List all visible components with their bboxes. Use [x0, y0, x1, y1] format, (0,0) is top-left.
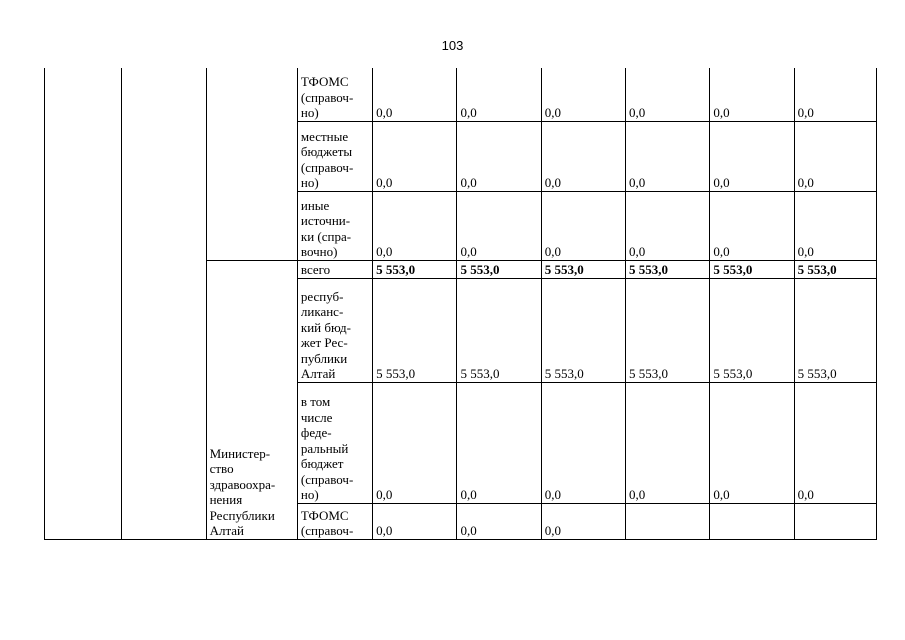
value-cell: 0,0 — [794, 191, 876, 260]
value-cell: 0,0 — [373, 503, 457, 539]
source-cell — [297, 278, 372, 382]
value-cell: 0,0 — [373, 382, 457, 503]
value-cell: 5 553,0 — [626, 260, 710, 278]
value-cell: 0,0 — [457, 121, 541, 191]
budget-table — [44, 68, 877, 540]
source-cell — [297, 68, 372, 121]
value-cell: 0,0 — [457, 191, 541, 260]
value-cell: 0,0 — [710, 121, 794, 191]
value-cell: 0,0 — [794, 121, 876, 191]
value-cell: 0,0 — [457, 382, 541, 503]
executor-cell — [206, 260, 297, 539]
value-cell: 0,0 — [626, 382, 710, 503]
source-cell — [297, 503, 372, 539]
value-cell: 5 553,0 — [457, 260, 541, 278]
value-cell: 5 553,0 — [373, 260, 457, 278]
value-cell: 0,0 — [457, 68, 541, 121]
source-cell — [297, 191, 372, 260]
value-cell: 0,0 — [710, 191, 794, 260]
value-cell: 5 553,0 — [710, 278, 794, 382]
value-cell: 5 553,0 — [626, 278, 710, 382]
value-cell: 0,0 — [457, 503, 541, 539]
value-cell: 0,0 — [541, 68, 625, 121]
source-label: ТФОМС (справоч- — [300, 507, 354, 538]
source-label: в том числе феде- ральный бюджет (справоч- но) — [300, 394, 354, 502]
table-row — [45, 68, 877, 121]
source-label: иные источни- ки (спра- вочно) — [300, 197, 352, 259]
value-cell: 0,0 — [373, 121, 457, 191]
value-cell: 5 553,0 — [541, 278, 625, 382]
value-cell: 5 553,0 — [794, 260, 876, 278]
value-cell: 0,0 — [626, 68, 710, 121]
source-cell — [297, 382, 372, 503]
value-cell: 0,0 — [373, 68, 457, 121]
source-label: ТФОМС (справоч- но) — [300, 74, 354, 120]
value-cell: 0,0 — [794, 382, 876, 503]
source-cell — [297, 260, 372, 278]
value-cell: 5 553,0 — [541, 260, 625, 278]
page-number: 103 — [441, 38, 464, 53]
subprogram-cell — [122, 68, 206, 539]
value-cell: 0,0 — [626, 121, 710, 191]
executor-label: Министер- ство здравоохра- нения Республики Алтай — [209, 445, 276, 538]
value-cell: 0,0 — [541, 121, 625, 191]
value-cell: 5 553,0 — [373, 278, 457, 382]
value-cell: 5 553,0 — [710, 260, 794, 278]
source-label: респуб- ликанс- кий бюд- жет Рес- публики Алтай — [300, 288, 351, 381]
value-cell — [794, 503, 876, 539]
value-cell: 0,0 — [710, 68, 794, 121]
value-cell: 0,0 — [541, 382, 625, 503]
value-cell: 0,0 — [626, 191, 710, 260]
value-cell: 0,0 — [794, 68, 876, 121]
value-cell: 5 553,0 — [794, 278, 876, 382]
value-cell: 0,0 — [541, 191, 625, 260]
value-cell: 0,0 — [373, 191, 457, 260]
value-cell — [626, 503, 710, 539]
value-cell: 0,0 — [541, 503, 625, 539]
program-cell — [45, 68, 122, 539]
value-cell: 0,0 — [710, 382, 794, 503]
source-cell — [297, 121, 372, 191]
source-label: всего — [300, 262, 331, 277]
source-label: местные бюджеты (справоч- но) — [300, 128, 354, 190]
executor-cell-empty — [206, 68, 297, 260]
value-cell — [710, 503, 794, 539]
value-cell: 5 553,0 — [457, 278, 541, 382]
